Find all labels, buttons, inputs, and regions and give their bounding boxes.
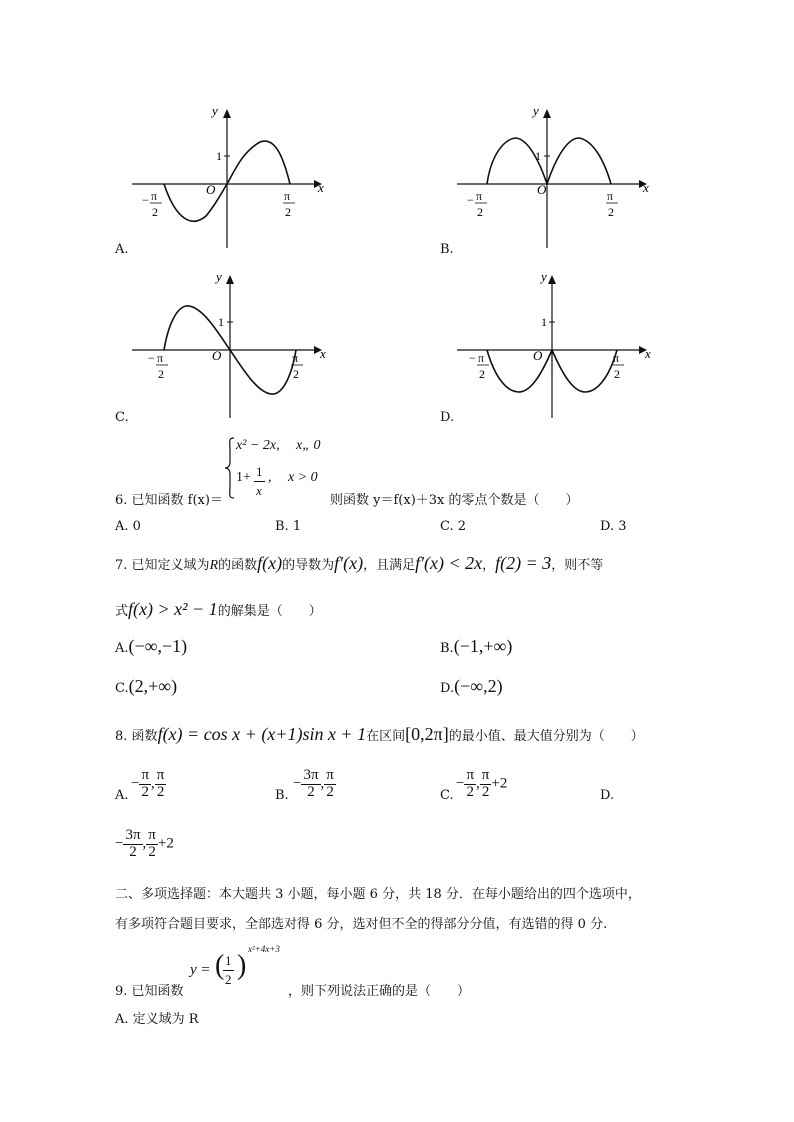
y-axis-label: y bbox=[216, 269, 222, 284]
q9-base-num: 1 bbox=[225, 953, 232, 968]
x-axis-label: x bbox=[645, 346, 651, 361]
pos-tick-top: π bbox=[292, 351, 299, 365]
section-2-line1: 二、多项选择题：本大题共 3 小题，每小题 6 分，共 18 分．在每小题给出的四个选项中， bbox=[115, 887, 641, 902]
y-axis-label: y bbox=[212, 103, 218, 118]
graph-label-c: C. bbox=[115, 410, 129, 425]
neg-tick-top: π bbox=[157, 351, 164, 365]
graph-a bbox=[120, 100, 340, 260]
case1-cond: x„ 0 bbox=[296, 438, 321, 453]
q9-option-a[interactable]: A. 定义域为 R bbox=[115, 1012, 199, 1027]
tick-one: 1 bbox=[216, 149, 222, 163]
q7-option-b[interactable]: B.(−1,+∞) bbox=[440, 636, 513, 656]
x-axis-label: x bbox=[318, 180, 324, 195]
neg-tick-den: 2 bbox=[158, 367, 164, 381]
graph-c bbox=[120, 266, 340, 426]
origin-label: O bbox=[212, 348, 222, 363]
q7-option-c[interactable]: C.(2,+∞) bbox=[115, 676, 178, 696]
pos-tick-top: π bbox=[607, 189, 614, 203]
case2-frac-bar bbox=[254, 481, 265, 482]
q6-option-c[interactable]: C. 2 bbox=[440, 519, 467, 534]
q9-exponent: x²+4x+3 bbox=[248, 944, 280, 954]
origin-label: O bbox=[533, 348, 543, 363]
pos-tick-top: π bbox=[613, 351, 620, 365]
piecewise-brace bbox=[224, 436, 236, 500]
q7-line1: 7. 已知定义域为R的函数f(x)的导数为f′(x)，且满足f′(x) < 2x，f(2) = 3，则不等 bbox=[115, 553, 604, 573]
neg-sign: − bbox=[467, 193, 474, 207]
q7-line2: 式f(x) > x² − 1的解集是（ ） bbox=[115, 599, 322, 619]
q8-option-d-letter[interactable]: D. bbox=[600, 788, 615, 803]
neg-tick-den: 2 bbox=[479, 367, 485, 381]
origin-label: O bbox=[537, 182, 547, 197]
neg-sign: − bbox=[469, 351, 476, 365]
neg-tick-den: 2 bbox=[477, 205, 483, 219]
graph-label-d: D. bbox=[440, 410, 455, 425]
q9-prefix: 9. 已知函数 bbox=[115, 984, 184, 999]
tick-one: 1 bbox=[541, 315, 547, 329]
pos-tick-top: π bbox=[284, 189, 291, 203]
case2-num: 1 bbox=[256, 464, 263, 479]
q9-base-den: 2 bbox=[225, 972, 232, 987]
case2-expr: 1+ bbox=[236, 470, 251, 485]
graph-label-a: A. bbox=[115, 242, 129, 257]
case2-cond: x > 0 bbox=[288, 470, 318, 485]
y-axis-label: y bbox=[533, 103, 539, 118]
tick-one: 1 bbox=[218, 315, 224, 329]
q7-option-d[interactable]: D.(−∞,2) bbox=[440, 676, 503, 696]
x-axis-label: x bbox=[643, 180, 649, 195]
tick-one: 1 bbox=[535, 149, 541, 163]
q8-option-d[interactable]: − $\frac{3\pi}{2}$ , $\frac{\pi}{2}$ +2 bbox=[115, 827, 174, 860]
pos-tick-den: 2 bbox=[285, 205, 291, 219]
q9-left-paren: ( bbox=[215, 950, 225, 981]
q6-prefix: 6. 已知函数 f(x)＝ bbox=[115, 493, 223, 508]
section-2-line2: 有多项符合题目要求，全部选对得 6 分，选对但不全的得部分分值，有选错的得 0 分. bbox=[115, 917, 608, 932]
neg-sign: − bbox=[148, 351, 155, 365]
graph-b bbox=[445, 100, 665, 260]
neg-tick-top: π bbox=[476, 189, 483, 203]
q8-stem: 8. 函数f(x) = cos x + (x+1)sin x + 1在区间[0,2π]的最小值、最大值分别为（ ） bbox=[115, 724, 644, 744]
x-axis-label: x bbox=[320, 346, 326, 361]
neg-tick-den: 2 bbox=[152, 205, 158, 219]
pos-tick-den: 2 bbox=[293, 367, 299, 381]
q6-option-d[interactable]: D. 3 bbox=[600, 519, 627, 534]
case2-den: x bbox=[256, 483, 262, 498]
q9-frac-bar bbox=[223, 970, 234, 971]
q9-right-paren: ) bbox=[237, 950, 247, 981]
neg-sign: − bbox=[142, 193, 149, 207]
q9-lhs: y = bbox=[190, 962, 211, 978]
case2-comma: , bbox=[268, 470, 272, 485]
neg-tick-top: π bbox=[478, 351, 485, 365]
q9-suffix: ，则下列说法正确的是（ ） bbox=[288, 984, 471, 999]
pos-tick-den: 2 bbox=[608, 205, 614, 219]
q6-suffix: 则函数 y＝f(x)＋3x 的零点个数是（ ） bbox=[330, 493, 579, 508]
graph-label-b: B. bbox=[440, 242, 454, 257]
neg-tick-top: π bbox=[151, 189, 158, 203]
curve-b bbox=[487, 138, 611, 184]
q6-option-b[interactable]: B. 1 bbox=[275, 519, 302, 534]
case1-expr: x² − 2x, bbox=[236, 438, 280, 453]
q7-option-a[interactable]: A.(−∞,−1) bbox=[115, 636, 188, 656]
graph-d bbox=[445, 266, 665, 426]
y-axis-label: y bbox=[541, 269, 547, 284]
origin-label: O bbox=[206, 182, 216, 197]
pos-tick-den: 2 bbox=[614, 367, 620, 381]
q6-option-a[interactable]: A. 0 bbox=[115, 519, 141, 534]
